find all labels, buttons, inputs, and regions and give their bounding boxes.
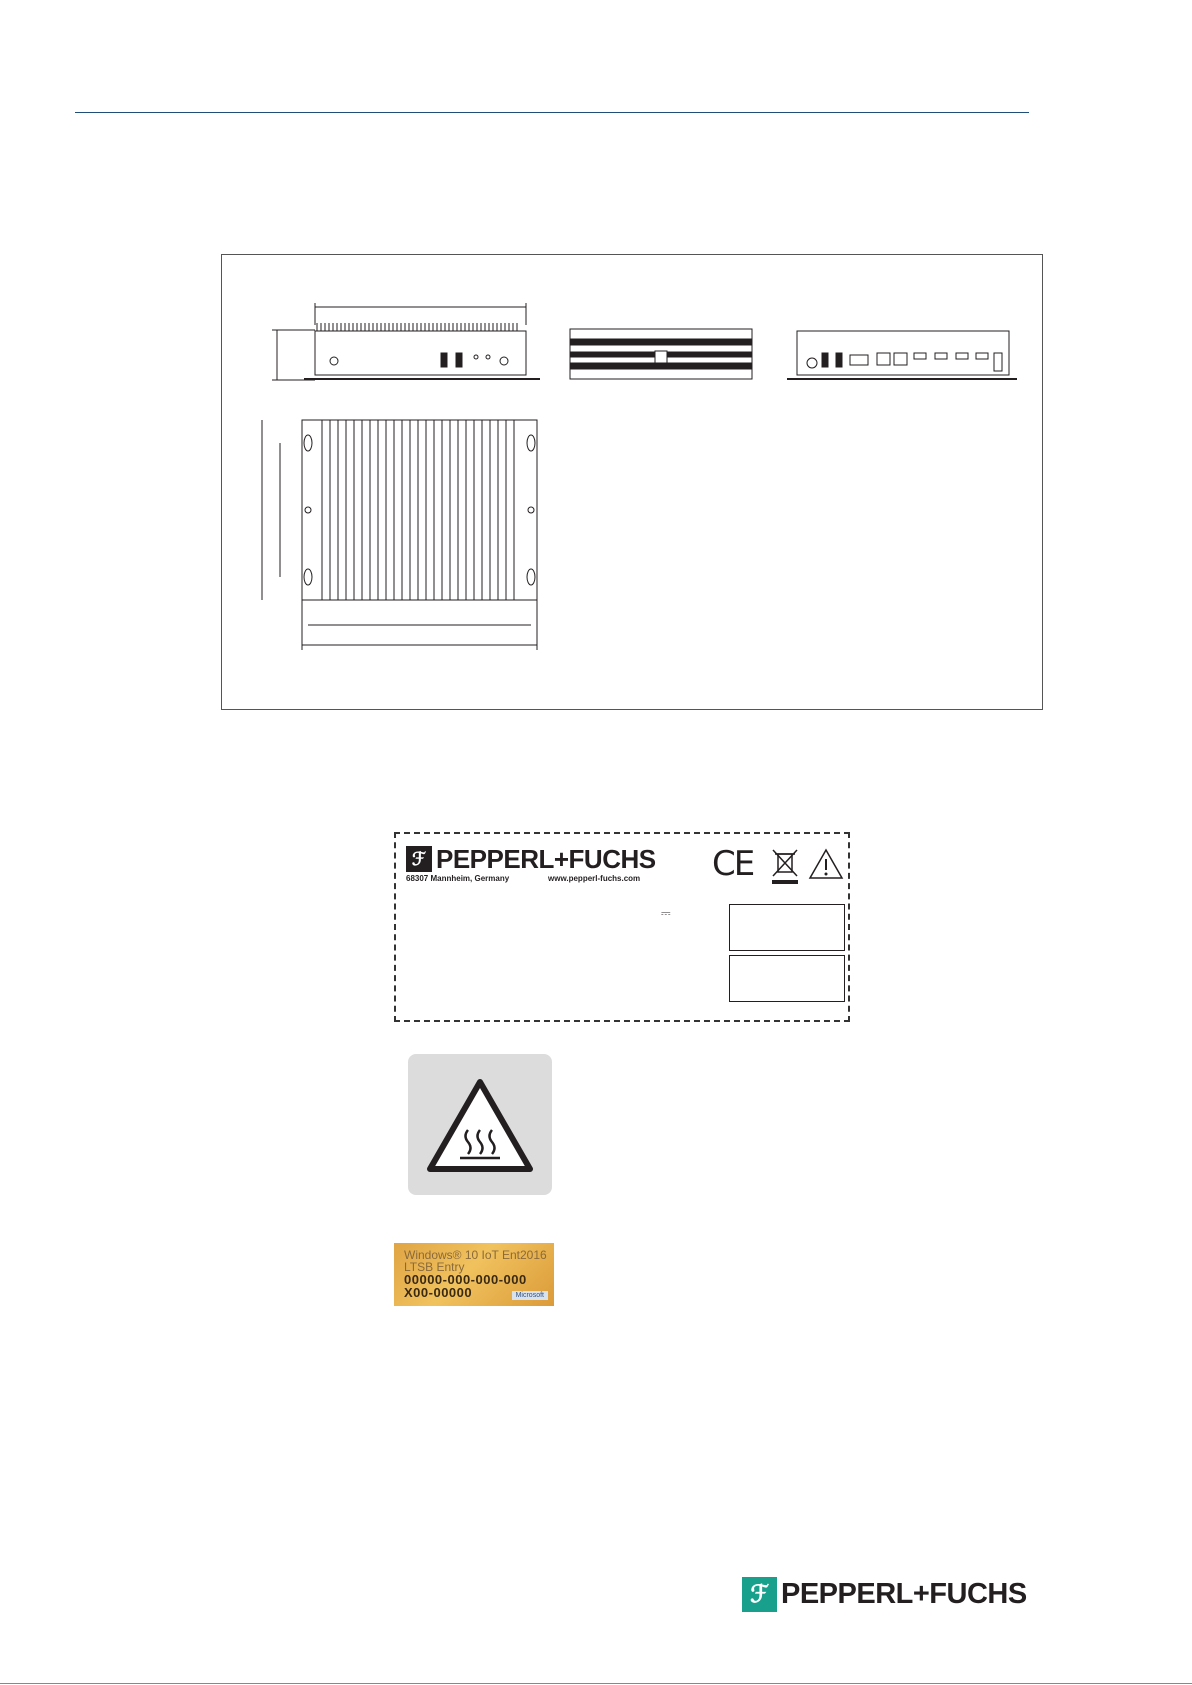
type-label <box>394 832 850 1022</box>
address-text: 68307 Mannheim, Germany <box>406 874 510 883</box>
pf-footer-logo-icon: ℱ <box>742 1577 777 1612</box>
dc-symbol: ⎓ <box>661 906 671 920</box>
dimension-drawing-frame <box>221 254 1043 710</box>
footer-brand-name: PEPPERL+FUCHS <box>781 1578 1027 1610</box>
microsoft-badge: Microsoft <box>512 1291 548 1300</box>
rear-view-drawing <box>787 331 1017 379</box>
footer-logo <box>742 1577 1027 1612</box>
label-box-lower <box>729 955 845 1002</box>
bottom-rule <box>0 1683 1192 1684</box>
top-view-drawing <box>262 420 537 650</box>
side-view-drawing <box>570 329 752 379</box>
dimension-drawing <box>222 255 1042 709</box>
hot-surface-card <box>408 1054 552 1195</box>
front-view-drawing <box>272 303 540 380</box>
sticker-line-2: LTSB Entry <box>404 1260 465 1274</box>
website-text: www.pepperl-fuchs.com <box>548 874 641 883</box>
brand-name: PEPPERL+FUCHS <box>436 844 656 874</box>
type-label-brand <box>406 846 656 872</box>
ce-mark-icon: CE <box>712 844 754 884</box>
windows-license-sticker <box>394 1243 554 1306</box>
pf-logo-icon: ℱ <box>406 846 432 872</box>
sticker-line-4: X00-00000 <box>404 1285 473 1300</box>
hot-surface-warning-icon <box>408 1054 552 1195</box>
sticker-line-1: Windows® 10 IoT Ent2016 <box>404 1248 547 1262</box>
weee-crossed-bin-icon <box>770 846 800 886</box>
warning-triangle-icon <box>808 848 844 880</box>
label-box-upper <box>729 904 845 951</box>
header-rule <box>75 112 1029 113</box>
sticker-line-3: 00000-000-000-000 <box>404 1272 527 1287</box>
